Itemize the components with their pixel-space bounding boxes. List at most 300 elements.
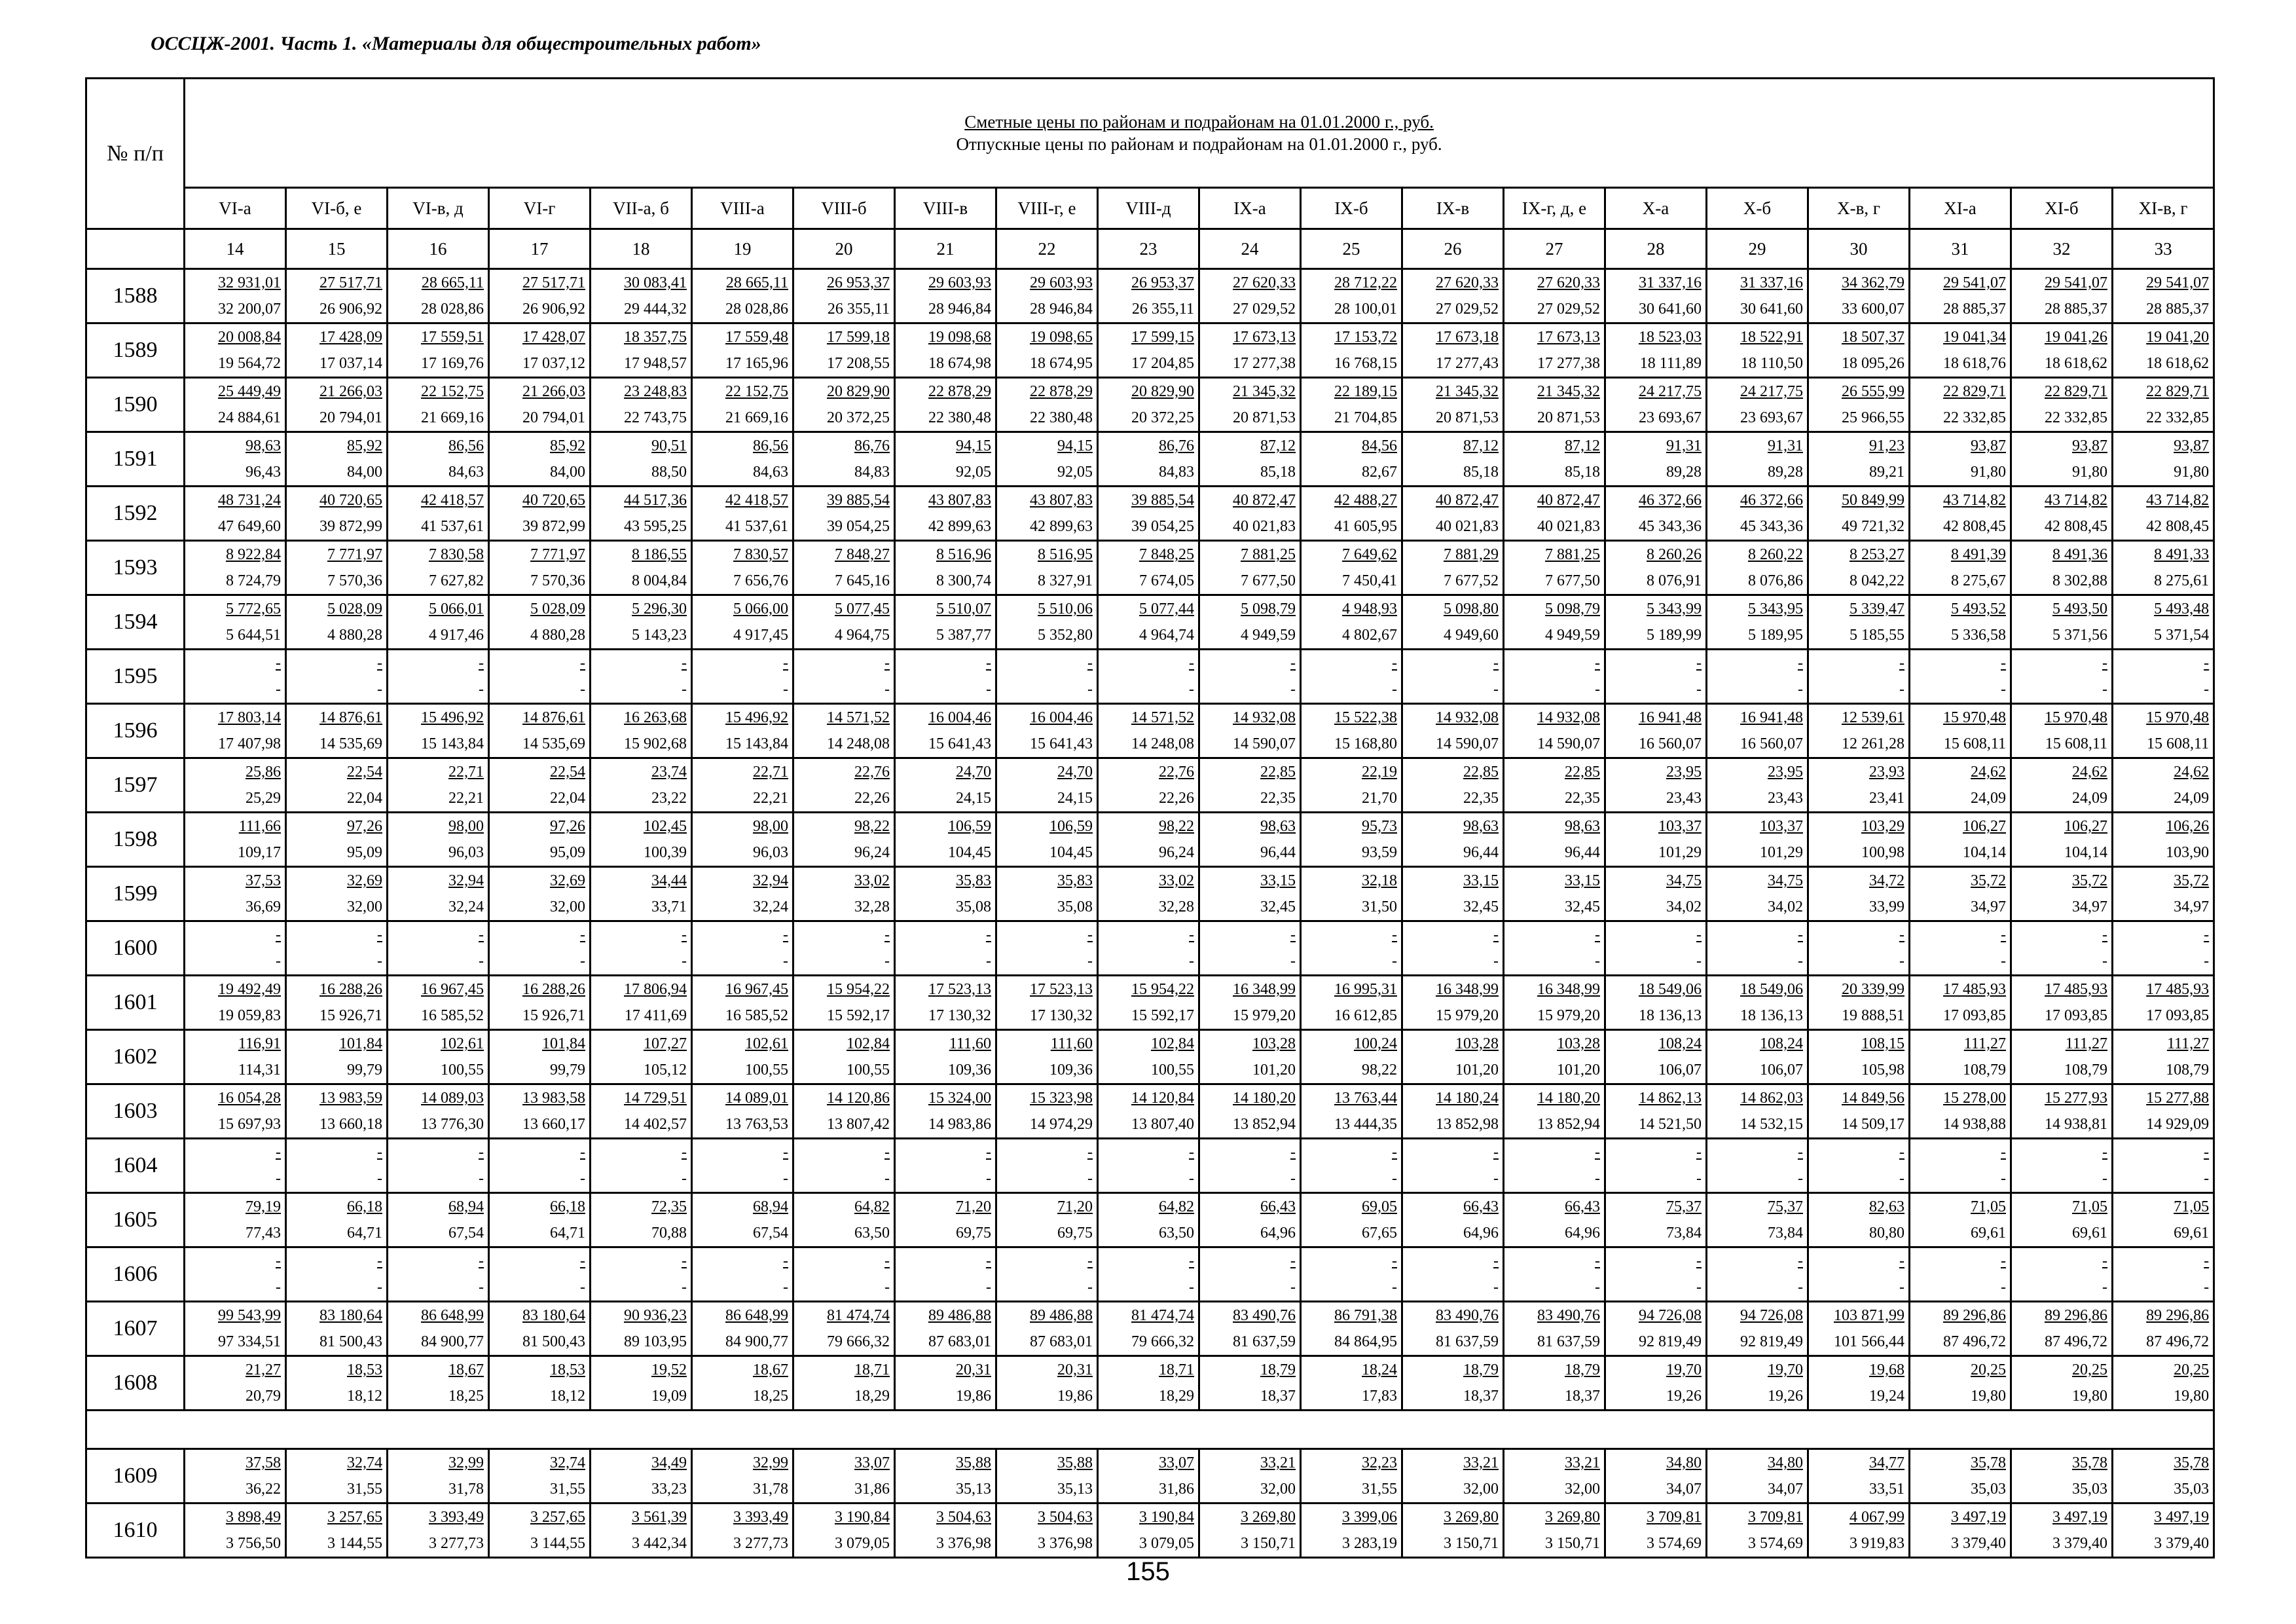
estimate-price: 18,53	[347, 1361, 382, 1378]
wholesale-price: 18 110,50	[1740, 355, 1803, 372]
wholesale-price: -	[1696, 681, 1702, 698]
price-cell	[1707, 595, 1808, 650]
wholesale-price: 14 535,69	[522, 735, 585, 752]
estimate-price: 13 983,59	[319, 1090, 382, 1107]
wholesale-price: 5 143,23	[632, 627, 687, 644]
wholesale-price: 22 332,85	[2045, 409, 2107, 426]
wholesale-price: 32,00	[347, 898, 382, 915]
wholesale-price: 32,00	[1565, 1481, 1600, 1498]
price-cell	[1808, 1084, 1910, 1139]
estimate-price: 28 712,22	[1334, 274, 1397, 291]
price-cell	[1707, 1247, 1808, 1302]
wholesale-price: 22 332,85	[2146, 409, 2210, 426]
price-cell	[996, 378, 1098, 432]
wholesale-price: 15 641,43	[1030, 735, 1093, 752]
wholesale-price: 28 885,37	[2045, 301, 2107, 318]
estimate-price: -	[986, 927, 991, 944]
wholesale-price: 87 496,72	[2146, 1333, 2210, 1350]
price-cell	[793, 487, 895, 541]
wholesale-price: 49 721,32	[1842, 518, 1904, 535]
wholesale-price: -	[1189, 681, 1194, 698]
wholesale-price: 8 275,67	[1951, 572, 2006, 589]
price-cell	[1504, 378, 1605, 432]
price-cell	[2011, 1139, 2113, 1193]
wholesale-price: 96,03	[753, 844, 788, 861]
wholesale-price: 33,51	[1869, 1481, 1904, 1498]
wholesale-price: -	[884, 1170, 890, 1187]
wholesale-price: 104,14	[1963, 844, 2006, 861]
price-cell	[793, 1449, 895, 1504]
estimate-price: 81 474,74	[827, 1307, 890, 1324]
estimate-price: 5 077,45	[835, 600, 890, 618]
estimate-price: 111,27	[2166, 1035, 2210, 1052]
wholesale-price: 42 808,45	[1943, 518, 2006, 535]
table-row	[86, 1449, 2214, 1504]
wholesale-price: 15 902,68	[624, 735, 687, 752]
price-cell	[1504, 704, 1605, 758]
price-cell	[1808, 1247, 1910, 1302]
wholesale-price: -	[1189, 953, 1194, 970]
wholesale-price: 22,26	[1159, 790, 1194, 807]
wholesale-price: -	[1899, 953, 1904, 970]
estimate-price: 5 077,44	[1139, 600, 1194, 618]
price-cell	[692, 1449, 793, 1504]
wholesale-price: 21 669,16	[725, 409, 788, 426]
wholesale-price: 15 641,43	[928, 735, 991, 752]
estimate-price: -	[1595, 927, 1600, 944]
estimate-price: 22,85	[1260, 764, 1296, 781]
wholesale-price: 13 852,94	[1233, 1116, 1296, 1133]
wholesale-price: 35,13	[956, 1481, 991, 1498]
estimate-price: -	[377, 655, 382, 672]
estimate-price: 21,27	[246, 1361, 281, 1378]
price-cell	[793, 378, 895, 432]
estimate-price: 71,05	[1971, 1198, 2006, 1215]
wholesale-price: 64,71	[347, 1225, 382, 1242]
price-cell	[1402, 1084, 1504, 1139]
price-cell	[1098, 1084, 1199, 1139]
row-number: 1610	[86, 1504, 185, 1558]
price-cell	[1707, 1302, 1808, 1356]
estimate-price: 106,27	[1963, 818, 2006, 835]
price-cell	[489, 867, 591, 921]
wholesale-price: 96,43	[246, 464, 281, 481]
price-cell	[1707, 269, 1808, 323]
estimate-price: 17 599,18	[827, 329, 890, 346]
price-cell	[2113, 976, 2214, 1030]
estimate-price: 7 881,25	[1545, 546, 1600, 563]
estimate-price: 29 541,07	[1943, 274, 2006, 291]
price-cell	[1910, 432, 2011, 487]
price-cell	[793, 650, 895, 704]
estimate-price: -	[1899, 655, 1904, 672]
row-number-header: № п/п	[86, 79, 185, 229]
estimate-price: 86,76	[1159, 437, 1194, 454]
price-cell	[692, 867, 793, 921]
price-cell	[1808, 758, 1910, 813]
estimate-price: -	[1696, 1253, 1702, 1270]
wholesale-price: 104,45	[1049, 844, 1093, 861]
table-row	[86, 269, 2214, 323]
estimate-price: 102,84	[847, 1035, 890, 1052]
wholesale-price: 15 592,17	[827, 1007, 890, 1024]
price-cell	[996, 1139, 1098, 1193]
price-cell	[1199, 269, 1301, 323]
row-number: 1599	[86, 867, 185, 921]
price-cell	[1707, 976, 1808, 1030]
wholesale-price: 7 677,52	[1444, 572, 1499, 589]
wholesale-price: -	[1290, 1279, 1296, 1296]
price-cell	[1605, 758, 1707, 813]
price-cell	[793, 432, 895, 487]
price-cell	[1301, 704, 1402, 758]
district-column-header: IX-г, д, е	[1504, 188, 1605, 229]
wholesale-price: 34,07	[1768, 1481, 1803, 1498]
wholesale-price: 23,22	[651, 790, 687, 807]
wholesale-price: 101 566,44	[1834, 1333, 1904, 1350]
price-cell	[388, 921, 489, 976]
price-cell	[996, 1030, 1098, 1084]
price-cell	[1504, 487, 1605, 541]
estimate-price: 18 507,37	[1842, 329, 1904, 346]
wholesale-price: -	[2204, 1279, 2210, 1296]
estimate-price: 16 995,31	[1334, 981, 1397, 998]
price-cell	[895, 1247, 996, 1302]
estimate-price: 16 004,46	[1030, 709, 1093, 726]
wholesale-price: -	[1087, 1170, 1093, 1187]
row-number: 1607	[86, 1302, 185, 1356]
price-cell	[1910, 269, 2011, 323]
wholesale-price: 17,83	[1362, 1388, 1397, 1405]
wholesale-price: 4 964,75	[835, 627, 890, 644]
wholesale-price: 108,79	[1963, 1061, 2006, 1079]
table-row	[86, 867, 2214, 921]
price-cell	[1098, 1030, 1199, 1084]
estimate-price: 84,56	[1362, 437, 1397, 454]
wholesale-price: -	[1392, 1279, 1397, 1296]
wholesale-price: -	[2001, 953, 2006, 970]
price-cell	[185, 1084, 286, 1139]
wholesale-price: 41 605,95	[1334, 518, 1397, 535]
price-cell	[1910, 595, 2011, 650]
estimate-price: 94,15	[956, 437, 991, 454]
price-cell	[1707, 1193, 1808, 1247]
price-cell	[591, 323, 692, 378]
price-cell	[1199, 595, 1301, 650]
price-cell	[489, 432, 591, 487]
row-number: 1602	[86, 1030, 185, 1084]
estimate-price: -	[1696, 655, 1702, 672]
wholesale-price: 101,20	[1455, 1061, 1499, 1079]
price-cell	[2113, 1356, 2214, 1411]
estimate-price: 26 953,37	[827, 274, 890, 291]
price-cell	[692, 1193, 793, 1247]
estimate-price: 20,31	[1057, 1361, 1093, 1378]
estimate-price: 7 830,58	[429, 546, 484, 563]
estimate-price: 15 522,38	[1334, 709, 1397, 726]
wholesale-price: 13 763,53	[725, 1116, 788, 1133]
estimate-price: 16 263,68	[624, 709, 687, 726]
estimate-price: 35,88	[1057, 1454, 1093, 1471]
price-cell	[286, 1030, 388, 1084]
price-cell	[489, 1504, 591, 1558]
estimate-price: -	[1696, 927, 1702, 944]
wholesale-price: 18 111,89	[1639, 355, 1702, 372]
estimate-price: 43 714,82	[2146, 492, 2210, 509]
estimate-price: -	[377, 1144, 382, 1161]
wholesale-price: 15 697,93	[218, 1116, 281, 1133]
table-row	[86, 595, 2214, 650]
estimate-price: -	[1290, 655, 1296, 672]
price-cell	[1098, 1449, 1199, 1504]
estimate-price: 107,27	[644, 1035, 687, 1052]
row-number: 1595	[86, 650, 185, 704]
wholesale-price: 22,21	[448, 790, 484, 807]
price-cell	[591, 921, 692, 976]
price-cell	[895, 432, 996, 487]
estimate-price: 17 153,72	[1334, 329, 1397, 346]
wholesale-price: -	[2204, 681, 2210, 698]
price-cell	[1504, 541, 1605, 595]
price-cell	[388, 1084, 489, 1139]
column-number: 26	[1402, 229, 1504, 269]
price-cell	[996, 269, 1098, 323]
wholesale-price: 4 949,59	[1241, 627, 1296, 644]
estimate-price: -	[2102, 1144, 2107, 1161]
wholesale-price: 22 743,75	[624, 409, 687, 426]
estimate-price: 3 257,65	[327, 1509, 382, 1526]
price-cell	[996, 323, 1098, 378]
estimate-price: 24,62	[2174, 764, 2210, 781]
wholesale-price: 3 277,73	[733, 1535, 788, 1552]
estimate-price: -	[2102, 927, 2107, 944]
wholesale-price: 3 144,55	[530, 1535, 585, 1552]
wholesale-price: 101,20	[1557, 1061, 1600, 1079]
price-cell	[185, 1247, 286, 1302]
wholesale-price: 3 574,69	[1748, 1535, 1803, 1552]
price-cell	[1910, 1247, 2011, 1302]
price-cell	[591, 269, 692, 323]
price-cell	[1605, 704, 1707, 758]
row-number: 1590	[86, 378, 185, 432]
price-cell	[388, 1449, 489, 1504]
estimate-price: -	[2204, 1144, 2210, 1161]
estimate-price: 22 878,29	[928, 383, 991, 400]
estimate-price: 19,70	[1666, 1361, 1702, 1378]
estimate-price: -	[2001, 1253, 2006, 1270]
wholesale-price: 28 028,86	[725, 301, 788, 318]
price-cell	[692, 1084, 793, 1139]
wholesale-price: 40 021,83	[1436, 518, 1499, 535]
price-cell	[2011, 758, 2113, 813]
price-cell	[793, 976, 895, 1030]
wholesale-price: 24,09	[2072, 790, 2107, 807]
wholesale-price: 114,31	[238, 1061, 281, 1079]
wholesale-price: 32,28	[1159, 898, 1194, 915]
price-cell	[1605, 595, 1707, 650]
estimate-price: 22,76	[854, 764, 890, 781]
estimate-price: 103,29	[1861, 818, 1904, 835]
district-header-row	[86, 188, 2214, 229]
column-number: 22	[996, 229, 1098, 269]
wholesale-price: 3 150,71	[1444, 1535, 1499, 1552]
wholesale-price: 3 376,98	[1038, 1535, 1093, 1552]
price-cell	[286, 432, 388, 487]
wholesale-price: 13 852,98	[1436, 1116, 1499, 1133]
wholesale-price: 5 387,77	[936, 627, 991, 644]
wholesale-price: 14 535,69	[319, 735, 382, 752]
wholesale-price: 100,55	[441, 1061, 484, 1079]
estimate-price: 86 648,99	[421, 1307, 484, 1324]
price-cell	[489, 487, 591, 541]
price-cell	[1301, 1247, 1402, 1302]
wholesale-price: 19 564,72	[218, 355, 281, 372]
wholesale-price: -	[580, 1279, 585, 1296]
price-cell	[185, 650, 286, 704]
price-cell	[1910, 1139, 2011, 1193]
estimate-price: 106,59	[948, 818, 991, 835]
blank-number-cell	[86, 229, 185, 269]
estimate-price: 19 098,68	[928, 329, 991, 346]
wholesale-price: -	[783, 681, 788, 698]
wholesale-price: 109,36	[948, 1061, 991, 1079]
wholesale-price: 31,50	[1362, 898, 1397, 915]
estimate-price: 18,53	[550, 1361, 585, 1378]
wholesale-price: 32,45	[1565, 898, 1600, 915]
wholesale-price: 17 130,32	[928, 1007, 991, 1024]
estimate-price: 5 343,95	[1748, 600, 1803, 618]
estimate-price: 98,00	[753, 818, 788, 835]
estimate-price: 71,05	[2174, 1198, 2210, 1215]
wholesale-price: -	[783, 1170, 788, 1187]
wholesale-price: 23,43	[1666, 790, 1702, 807]
wholesale-price: -	[479, 1170, 484, 1187]
price-cell	[1098, 921, 1199, 976]
estimate-price: 5 098,79	[1241, 600, 1296, 618]
estimate-price: 16 348,99	[1233, 981, 1296, 998]
estimate-price: 43 714,82	[1943, 492, 2006, 509]
price-cell	[388, 867, 489, 921]
estimate-price: 5 098,79	[1545, 600, 1600, 618]
price-cell	[1707, 704, 1808, 758]
price-cell	[996, 976, 1098, 1030]
estimate-price: 27 517,71	[319, 274, 382, 291]
wholesale-price: 79 666,32	[1131, 1333, 1194, 1350]
price-cell	[692, 813, 793, 867]
price-cell	[895, 976, 996, 1030]
wholesale-price: 17 277,38	[1537, 355, 1600, 372]
wholesale-price: 19,26	[1768, 1388, 1803, 1405]
estimate-price: 40 720,65	[319, 492, 382, 509]
wholesale-price: 26 906,92	[319, 301, 382, 318]
wholesale-price: 3 079,05	[1139, 1535, 1194, 1552]
price-cell	[185, 704, 286, 758]
estimate-price: 16 054,28	[218, 1090, 281, 1107]
price-cell	[1098, 1356, 1199, 1411]
column-number: 29	[1707, 229, 1808, 269]
price-cell	[2011, 1030, 2113, 1084]
wholesale-price: 7 570,36	[530, 572, 585, 589]
column-number: 24	[1199, 229, 1301, 269]
wholesale-price: -	[884, 953, 890, 970]
estimate-price: 16 941,48	[1740, 709, 1803, 726]
estimate-price: -	[2204, 927, 2210, 944]
estimate-price: -	[276, 927, 281, 944]
estimate-price: 89 296,86	[2045, 1307, 2107, 1324]
estimate-price: 14 089,01	[725, 1090, 788, 1107]
estimate-price: 3 561,39	[632, 1509, 687, 1526]
price-cell	[286, 1139, 388, 1193]
wholesale-price: 3 442,34	[632, 1535, 687, 1552]
estimate-price: 86,56	[753, 437, 788, 454]
price-cell	[1402, 1247, 1504, 1302]
price-cell	[1910, 1504, 2011, 1558]
wholesale-price: 108,79	[2166, 1061, 2210, 1079]
estimate-price: 5 066,01	[429, 600, 484, 618]
price-cell	[1504, 758, 1605, 813]
estimate-price: -	[682, 927, 687, 944]
wholesale-price: 15 608,11	[2147, 735, 2210, 752]
estimate-price: 14 120,84	[1131, 1090, 1194, 1107]
estimate-price: -	[2102, 655, 2107, 672]
wholesale-price: 13 807,40	[1131, 1116, 1194, 1133]
wholesale-price: 101,20	[1252, 1061, 1296, 1079]
price-cell	[489, 1302, 591, 1356]
price-cell	[1098, 432, 1199, 487]
wholesale-price: -	[1798, 681, 1803, 698]
estimate-price: 14 876,61	[319, 709, 382, 726]
price-cell	[1707, 378, 1808, 432]
wholesale-price: -	[479, 681, 484, 698]
row-number: 1608	[86, 1356, 185, 1411]
estimate-price: 14 849,56	[1842, 1090, 1904, 1107]
wholesale-price: 105,98	[1861, 1061, 1904, 1079]
price-cell	[1301, 867, 1402, 921]
price-cell	[1504, 1504, 1605, 1558]
estimate-price: 7 771,97	[327, 546, 382, 563]
wholesale-price: 99,79	[347, 1061, 382, 1079]
estimate-price: 101,84	[339, 1035, 382, 1052]
price-cell	[2011, 378, 2113, 432]
estimate-price: 28 665,11	[725, 274, 788, 291]
estimate-price: 66,18	[347, 1198, 382, 1215]
estimate-price: 18,71	[854, 1361, 890, 1378]
estimate-price: 33,15	[1463, 872, 1499, 889]
estimate-price: 22 152,75	[421, 383, 484, 400]
district-column-header: IX-б	[1301, 188, 1402, 229]
estimate-price: 22 829,71	[1943, 383, 2006, 400]
price-cell	[2113, 921, 2214, 976]
district-column-header: XI-б	[2011, 188, 2113, 229]
wholesale-price: 18 136,13	[1639, 1007, 1702, 1024]
price-cell	[1910, 1302, 2011, 1356]
price-cell	[1199, 541, 1301, 595]
wholesale-price: 96,44	[1565, 844, 1600, 861]
estimate-price: 97,26	[347, 818, 382, 835]
price-cell	[1199, 1193, 1301, 1247]
wholesale-price: 17 407,98	[218, 735, 281, 752]
wholesale-price: 42 899,63	[1030, 518, 1093, 535]
price-cell	[2113, 813, 2214, 867]
estimate-price: 34,75	[1666, 872, 1702, 889]
price-cell	[895, 867, 996, 921]
wholesale-price: 35,03	[2174, 1481, 2210, 1498]
price-cell	[692, 487, 793, 541]
price-cell	[996, 813, 1098, 867]
district-column-header: VIII-б	[793, 188, 895, 229]
price-cell	[793, 1084, 895, 1139]
price-cell	[1910, 758, 2011, 813]
